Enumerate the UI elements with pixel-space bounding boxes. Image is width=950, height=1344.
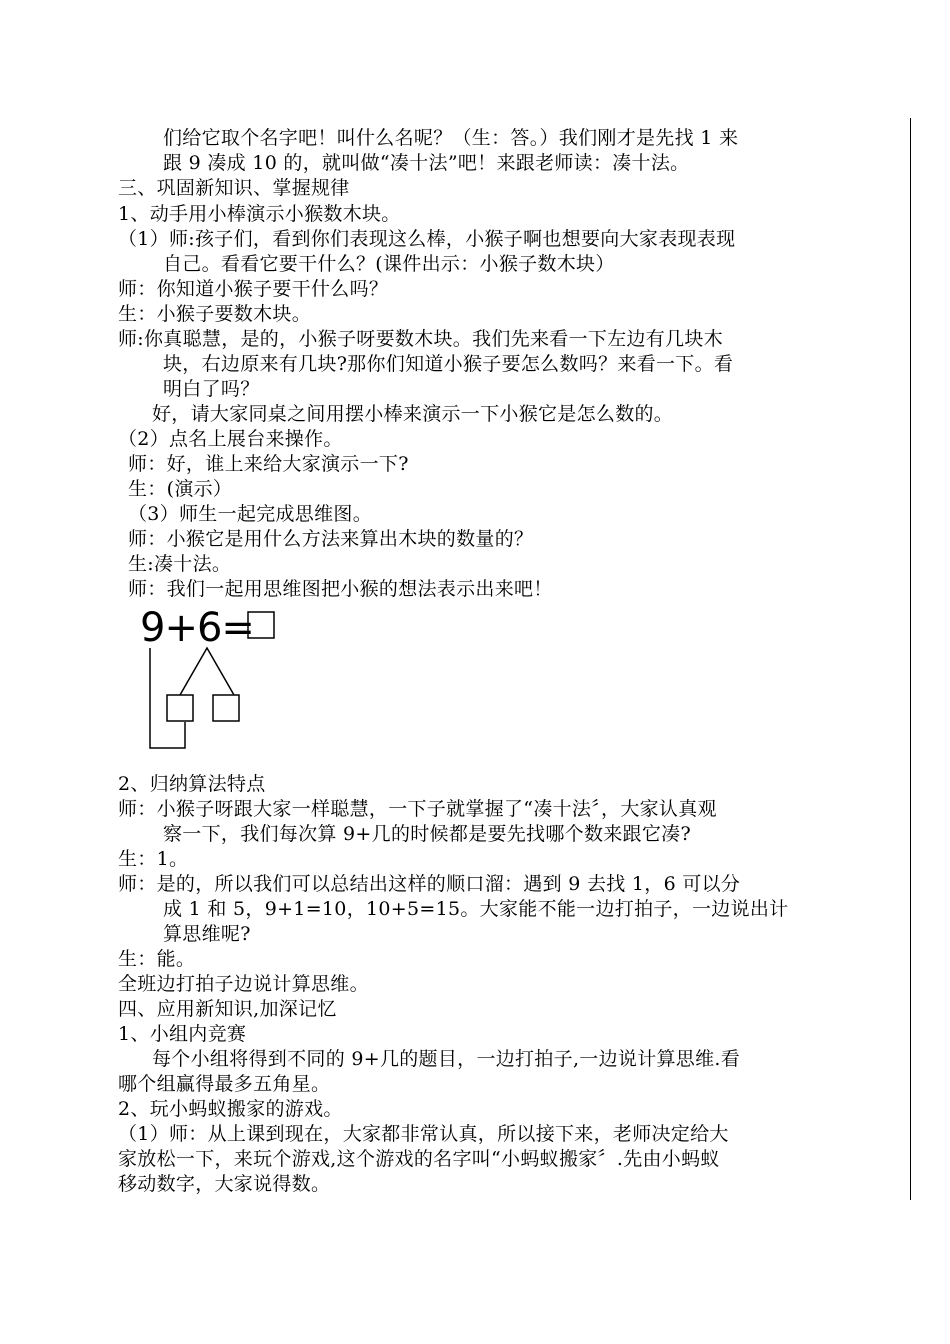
text-line: 师：是的，所以我们可以总结出这样的顺口溜：遇到 9 去找 1，6 可以分 [118,873,741,895]
text-line: 好，请大家同桌之间用摆小棒来演示一下小猴它是怎么数的。 [152,403,674,425]
text-line: 块，右边原来有几块?那你们知道小猴子要怎么数吗？来看一下。看 [163,353,734,375]
right-margin-rule [910,118,911,1200]
section-heading: 三、巩固新知识、掌握规律 [118,177,350,199]
text-line: 成 1 和 5，9+1=10，10+5=15。大家能不能一边打拍子，一边说出计 [163,898,789,920]
text-line: 察一下，我们每次算 9+几的时候都是要先找哪个数来跟它凑? [163,823,691,845]
text-line: 师：你知道小猴子要干什么吗？ [118,278,389,300]
text-line: 师：好，谁上来给大家演示一下? [128,453,409,475]
text-line: 生:凑十法。 [128,553,232,575]
text-line: 跟 9 凑成 10 的，就叫做“凑十法”吧！来跟老师读：凑十法。 [163,152,690,174]
subsection-heading: 2、归纳算法特点 [118,773,266,795]
text-line: （1）师:孩子们，看到你们表现这么棒，小猴子啊也想要向大家表现表现 [118,228,736,250]
text-line: （2）点名上展台来操作。 [118,428,343,450]
split-lines [180,648,234,695]
text-line: 师:你真聪慧，是的，小猴子呀要数木块。我们先来看一下左边有几块木 [118,328,724,350]
answer-box [248,612,274,638]
subsection-heading: 1、小组内竞赛 [118,1023,247,1045]
subsection-heading: 1、动手用小棒演示小猴数木块。 [118,203,401,225]
section-heading: 四、应用新知识,加深记忆 [118,998,337,1020]
left-split-box [167,695,193,721]
text-line: 生：(演示） [128,478,233,500]
diagram-lines [130,600,310,760]
text-line: 哪个组赢得最多五角星。 [118,1073,331,1095]
text-line: 算思维呢? [163,923,251,945]
text-line: 全班边打拍子边说计算思维。 [118,973,369,995]
right-split-box [213,695,239,721]
text-line: 家放松一下，来玩个游戏,这个游戏的名字叫“小蚂蚁搬家〞.先由小蚂蚁 [118,1148,720,1170]
text-line: 们给它取个名字吧！叫什么名呢？（生：答。）我们刚才是先找 1 来 [163,127,739,149]
text-line: （1）师：从上课到现在，大家都非常认真，所以接下来，老师决定给大 [118,1123,729,1145]
text-line: 每个小组将得到不同的 9+几的题目，一边打拍子,一边说计算思维.看 [152,1048,741,1070]
text-line: 师：我们一起用思维图把小猴的想法表示出来吧！ [128,578,553,600]
text-line: 师：小猴它是用什么方法来算出木块的数量的？ [128,528,534,550]
text-line: （3）师生一起完成思维图。 [128,503,372,525]
text-line: 生：小猴子要数木块。 [118,303,312,325]
text-line: 生：1。 [118,848,189,870]
text-line: 自己。看看它要干什么？(课件出示：小猴子数木块） [163,253,615,275]
text-line: 移动数字，大家说得数。 [118,1173,331,1195]
diagram-equation: 9+6= [140,605,254,651]
text-line: 师：小猴子呀跟大家一样聪慧，一下子就掌握了“凑十法〞，大家认真观 [118,798,717,820]
text-line: 明白了吗？ [163,378,260,400]
thinking-diagram [130,600,310,760]
text-line: 生：能。 [118,948,196,970]
subsection-heading: 2、玩小蚂蚁搬家的游戏。 [118,1098,343,1120]
